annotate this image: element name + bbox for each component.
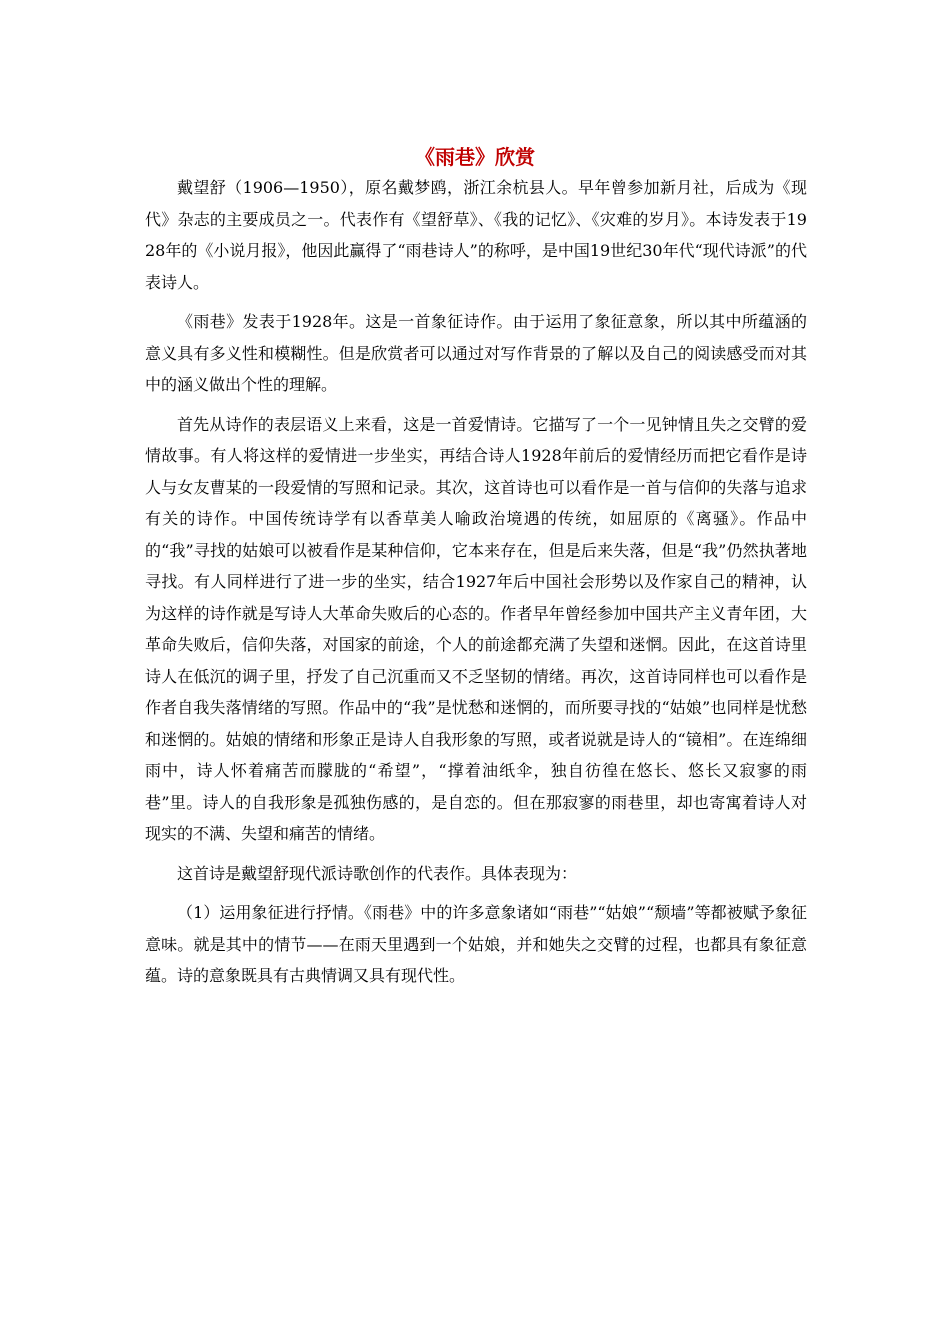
paragraph-poem-overview: 《雨巷》发表于1928年。这是一首象征诗作。由于运用了象征意象，所以其中所蕴涵的意义具有多义性和模糊性。但是欣赏者可以通过对写作背景的了解以及自己的阅读感受而对其中的涵义做出个性的理解。 bbox=[145, 312, 807, 394]
paragraph-symbolism: （1）运用象征进行抒情。《雨巷》中的许多意象诸如“雨巷”“姑娘”“颓墙”等都被赋予象征意味。就是其中的情节——在雨天里遇到一个姑娘，并和她失之交臂的过程，也都具有象征意蕴。诗的意象既具有古典情调又具有现代性。 bbox=[145, 903, 807, 985]
paragraph-interpretation: 首先从诗作的表层语义上来看，这是一首爱情诗。它描写了一个一见钟情且失之交臂的爱情故事。有人将这样的爱情进一步坐实，再结合诗人1928年前后的爱情经历而把它看作是诗人与女友曹某的一段爱情的写照和记录。其次，这首诗也可以看作是一首与信仰的失落与追求有关的诗作。中国传统诗学有以香草美人喻政治境遇的传统，如屈原的《离骚》。作品中的“我”寻找的姑娘可以被看作是某种信仰，它本来存在，但是后来失落，但是“我”仍然执著地寻找。有人同样进行了进一步的坐实，结合1927年后中国社会形势以及作家自己的精神，认为这样的诗作就是写诗人大革命失败后的心态的。作者早年曾经参加中国共产主义青年团，大革命失败后，信仰失落，对国家的前途，个人的前途都充满了失望和迷惘。因此，在这首诗里诗人在低沉的调子里，抒发了自己沉重而又不乏坚韧的情绪。再次，这首诗同样也可以看作是作者自我失落情绪的写照。作品中的“我”是忧愁和迷惘的，而所要寻找的“姑娘”也同样是忧愁和迷惘的。姑娘的情绪和形象正是诗人自我形象的写照，或者说就是诗人的“镜相”。在连绵细雨中，诗人怀着痛苦而朦胧的“希望”，“撑着油纸伞，独自彷徨在悠长、悠长又寂寥的雨巷”里。诗人的自我形象是孤独伤感的，是自恋的。但在那寂寥的雨巷里，却也寄寓着诗人对现实的不满、失望和痛苦的情绪。 bbox=[145, 414, 807, 843]
paragraph-author-intro: 戴望舒（1906—1950），原名戴梦鸥，浙江余杭县人。早年曾参加新月社，后成为《现代》杂志的主要成员之一。代表作有《望舒草》、《我的记忆》、《灾难的岁月》。本诗发表于1928年的《小说月报》，他因此赢得了“雨巷诗人”的称呼，是中国19世纪30年代“现代诗派”的代表诗人。 bbox=[145, 178, 807, 292]
document-title: 《雨巷》欣赏 bbox=[415, 145, 535, 169]
document-body bbox=[145, 172, 807, 992]
paragraph-representative-work: 这首诗是戴望舒现代派诗歌创作的代表作。具体表现为： bbox=[177, 863, 578, 883]
